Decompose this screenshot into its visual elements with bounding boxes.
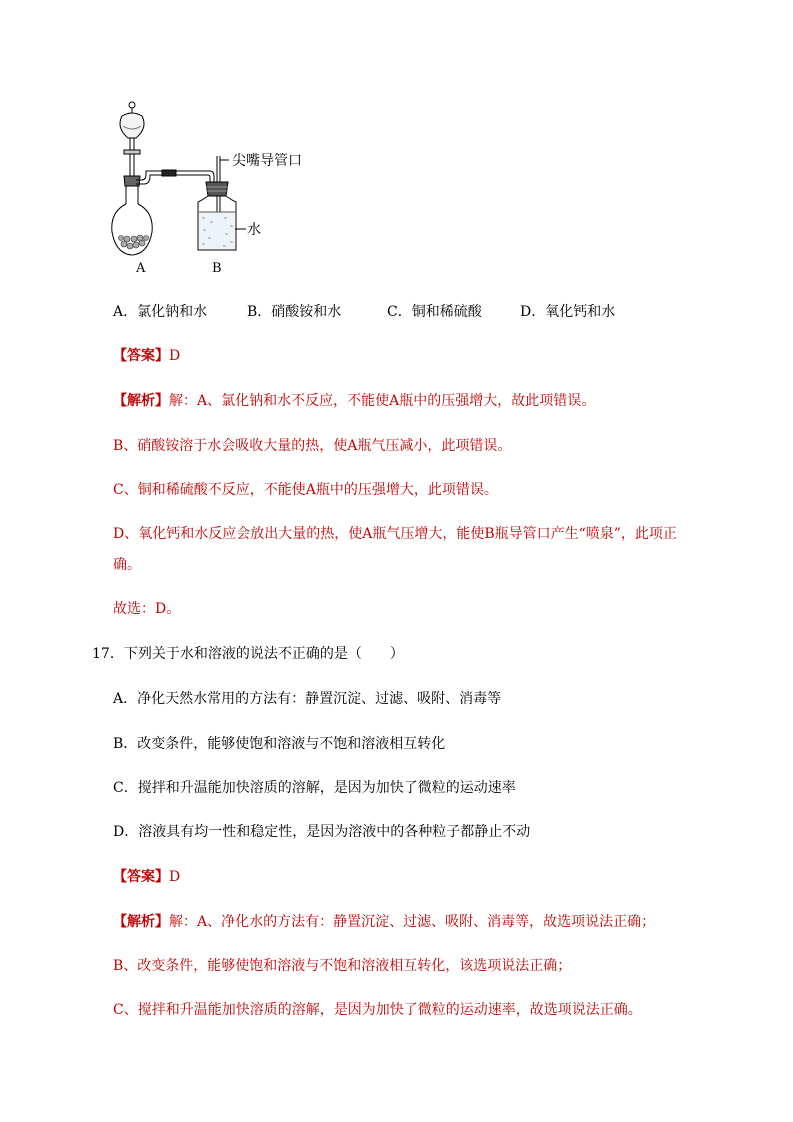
q16-analysis-line-3: C、铜和稀硫酸不反应，不能使A瓶中的压强增大，此项错误。 bbox=[113, 482, 498, 498]
q17-answer bbox=[113, 867, 180, 887]
q16-analysis-line-5: 确。 bbox=[113, 557, 141, 573]
analysis-tag: 【解析】 bbox=[113, 393, 169, 409]
q17-option-b: B．改变条件，能够使饱和溶液与不饱和溶液相互转化 bbox=[113, 736, 446, 752]
q16-analysis-line-2: B、硝酸铵溶于水会吸收大量的热，使A瓶气压减小，此项错误。 bbox=[113, 438, 512, 454]
label-b: B bbox=[212, 261, 222, 276]
analysis-text: 解：A、净化水的方法有：静置沉淀、过滤、吸附、消毒等，故选项说法正确； bbox=[169, 914, 656, 930]
answer-tag: 【答案】 bbox=[113, 348, 169, 364]
answer-tag: 【答案】 bbox=[113, 869, 169, 885]
q17-option-c: C．搅拌和升温能加快溶质的溶解，是因为加快了微粒的运动速率 bbox=[113, 780, 516, 796]
q17-analysis-line-3: C、搅拌和升温能加快溶质的溶解，是因为加快了微粒的运动速率，故选项说法正确。 bbox=[113, 1002, 642, 1018]
answer-value: D bbox=[169, 348, 181, 364]
q17-analysis-line-2: B、改变条件，能够使饱和溶液与不饱和溶液相互转化，该选项说法正确； bbox=[113, 958, 572, 974]
label-tip: 尖嘴导管口 bbox=[232, 153, 302, 169]
q17-analysis-line-1 bbox=[113, 912, 655, 932]
q16-option-c: C．铜和稀硫酸 bbox=[387, 304, 482, 320]
label-water: 水 bbox=[247, 222, 261, 238]
q16-analysis-line-1 bbox=[113, 391, 595, 411]
answer-value: D bbox=[169, 869, 181, 885]
label-a: A bbox=[136, 261, 146, 276]
q16-option-a: A．氯化钠和水 bbox=[113, 304, 208, 320]
q17-stem: 17．下列关于水和溶液的说法不正确的是（ ） bbox=[92, 646, 404, 662]
q16-option-d: D．氧化钙和水 bbox=[520, 304, 616, 320]
analysis-text: 解：A、氯化钠和水不反应，不能使A瓶中的压强增大，故此项错误。 bbox=[169, 393, 596, 409]
q16-analysis-line-4: D、氧化钙和水反应会放出大量的热，使A瓶气压增大，能使B瓶导管口产生“喷泉”，此项正 bbox=[113, 526, 677, 542]
flask-a bbox=[112, 102, 176, 255]
q16-option-b: B．硝酸铵和水 bbox=[247, 304, 342, 320]
bottle-b bbox=[176, 156, 246, 250]
analysis-tag: 【解析】 bbox=[113, 914, 169, 930]
q16-answer bbox=[113, 346, 180, 366]
q16-analysis-line-6: 故选：D。 bbox=[113, 601, 181, 617]
apparatus-diagram bbox=[106, 98, 346, 280]
q17-option-a: A．净化天然水常用的方法有：静置沉淀、过滤、吸附、消毒等 bbox=[113, 691, 502, 707]
q17-option-d: D．溶液具有均一性和稳定性，是因为溶液中的各种粒子都静止不动 bbox=[113, 824, 531, 840]
